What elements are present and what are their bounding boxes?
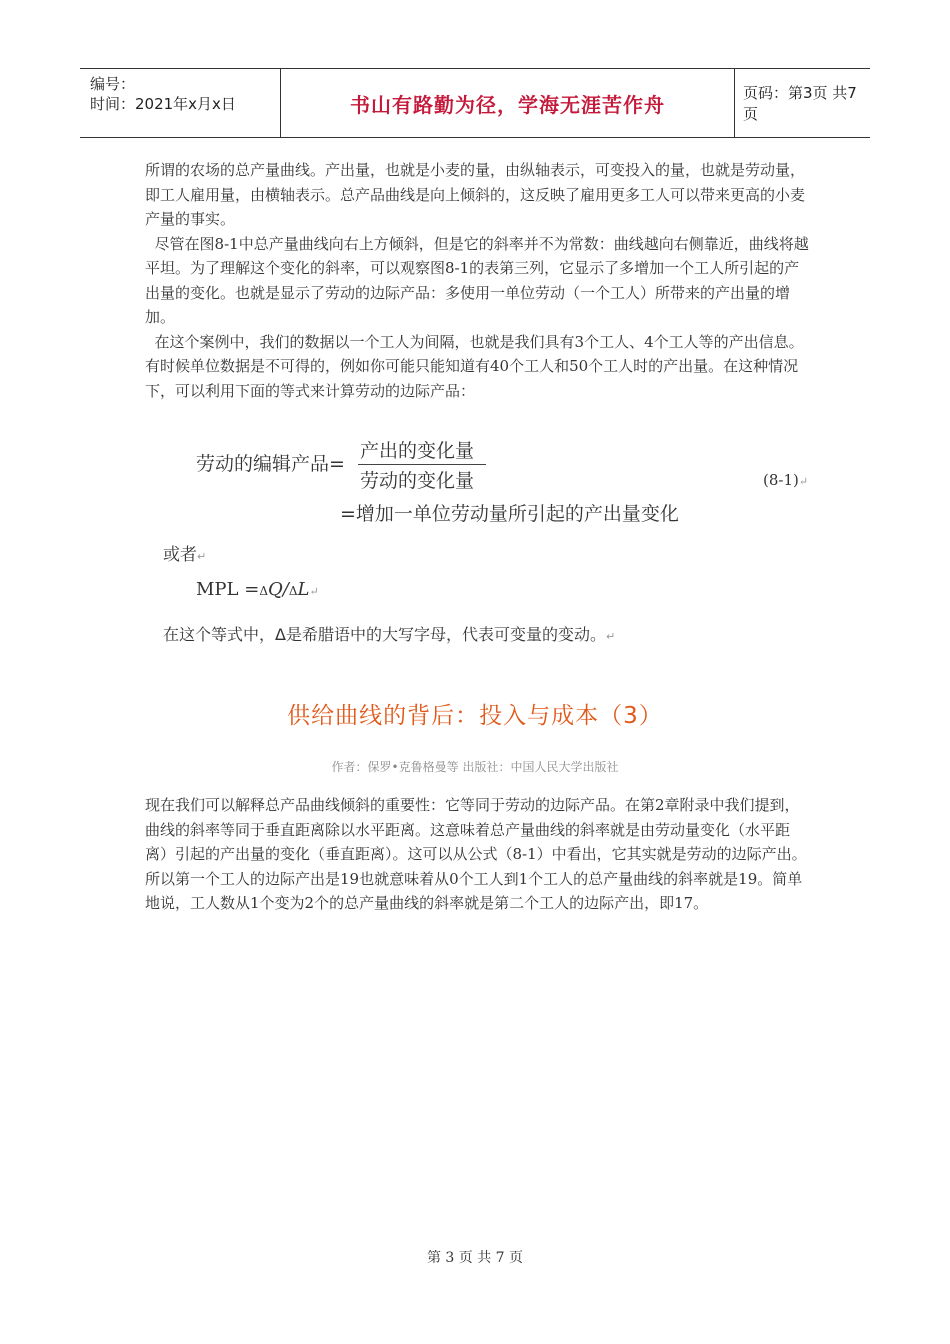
formula-note (163, 622, 615, 645)
header-table (80, 68, 870, 138)
paragraph: 现在我们可以解释总产品曲线倾斜的重要性：它等同于劳动的边际产品。在第2章附录中我们提到，曲线的斜率等同于垂直距离除以水平距离。这意味着总产量曲线的斜率就是由劳动量变化（水平距离）引起的产出量的变化（垂直距离）。这可以从公式（8-1）中看出，它其实就是劳动的边际产出。所以第一个工人的边际产出是19也就意味着从0个工人到1个工人的总产量曲线的斜率就是19。简单地说，工人数从1个变为2个的总产量曲线的斜率就是第二个工人的边际产出，即17。 (145, 796, 807, 912)
slash-glyph: / (282, 579, 289, 600)
section-title: 供给曲线的背后：投入与成本（3） (287, 703, 663, 729)
top-paragraphs (145, 158, 810, 403)
paragraph: 所谓的农场的总产量曲线。产出量，也就是小麦的量，由纵轴表示，可变投入的量，也就是劳动量，即工人雇用量，由横轴表示。总产品曲线是向上倾斜的，这反映了雇用更多工人可以带来更高的小麦产量的事实。 (145, 161, 806, 228)
header-center-cell (280, 69, 735, 137)
return-mark-icon: ↵ (197, 550, 207, 563)
or-label: 或者 (163, 545, 197, 565)
return-mark-icon: ↵ (605, 630, 616, 643)
mpl-prefix: MPL = (196, 579, 260, 600)
mpl-formula (196, 579, 319, 600)
return-mark-icon: ↵ (798, 475, 809, 488)
header-right-cell (735, 69, 870, 137)
page-footer: 第 3 页 共 7 页 (426, 1250, 524, 1266)
mpl-dq: Q (267, 579, 283, 600)
delta-icon: Δ (259, 584, 268, 598)
header-left-cell (80, 69, 280, 137)
bottom-paragraphs (145, 793, 810, 916)
paragraph: 尽管在图8-1中总产量曲线向右上方倾斜，但是它的斜率并不为常数：曲线越向右侧靠近，曲线将越平坦。为了理解这个变化的斜率，可以观察图8-1的表第三列，它显示了多增加一个工人所引起的产出量的变化。也就是显示了劳动的边际产品：多使用一单位劳动（一个工人）所带来的产出量的增加。 (145, 234, 809, 326)
number-label: 编号： (90, 75, 136, 93)
byline: 作者：保罗•克鲁格曼等 出版社：中国人民大学出版社 (331, 760, 619, 774)
paragraph: 在这个案例中，我们的数据以一个工人为间隔，也就是我们具有3个工人、4个工人等的产出信息。有时候单位数据是不可得的，例如你可能只能知道有40个工人和50个工人时的产出量。在这种情况下，可以利用下面的等式来计算劳动的边际产品： (145, 332, 804, 400)
formula-line2: =增加一单位劳动量所引起的产出量变化 (340, 503, 679, 525)
equation-number (763, 471, 808, 489)
formula-note-text: 在这个等式中，Δ是希腊语中的大写字母，代表可变量的变动。 (163, 625, 606, 644)
formula-denominator: 劳动的变化量 (360, 470, 475, 492)
mpl-dl: L (297, 579, 310, 600)
or-text (163, 540, 206, 565)
page-info: 页码：第3页 共7页 (743, 84, 857, 123)
equation-number-text: (8-1) (763, 471, 799, 489)
formula-numerator: 产出的变化量 (360, 440, 475, 462)
delta-icon: Δ (288, 584, 298, 598)
time-label: 时间：2021年x月x日 (90, 95, 236, 113)
motto: 书山有路勤为径，学海无涯苦作舟 (350, 92, 665, 117)
formula-lhs: 劳动的编辑产品= (196, 453, 345, 475)
return-mark-icon: ↵ (309, 585, 319, 598)
fraction-bar (358, 464, 486, 465)
